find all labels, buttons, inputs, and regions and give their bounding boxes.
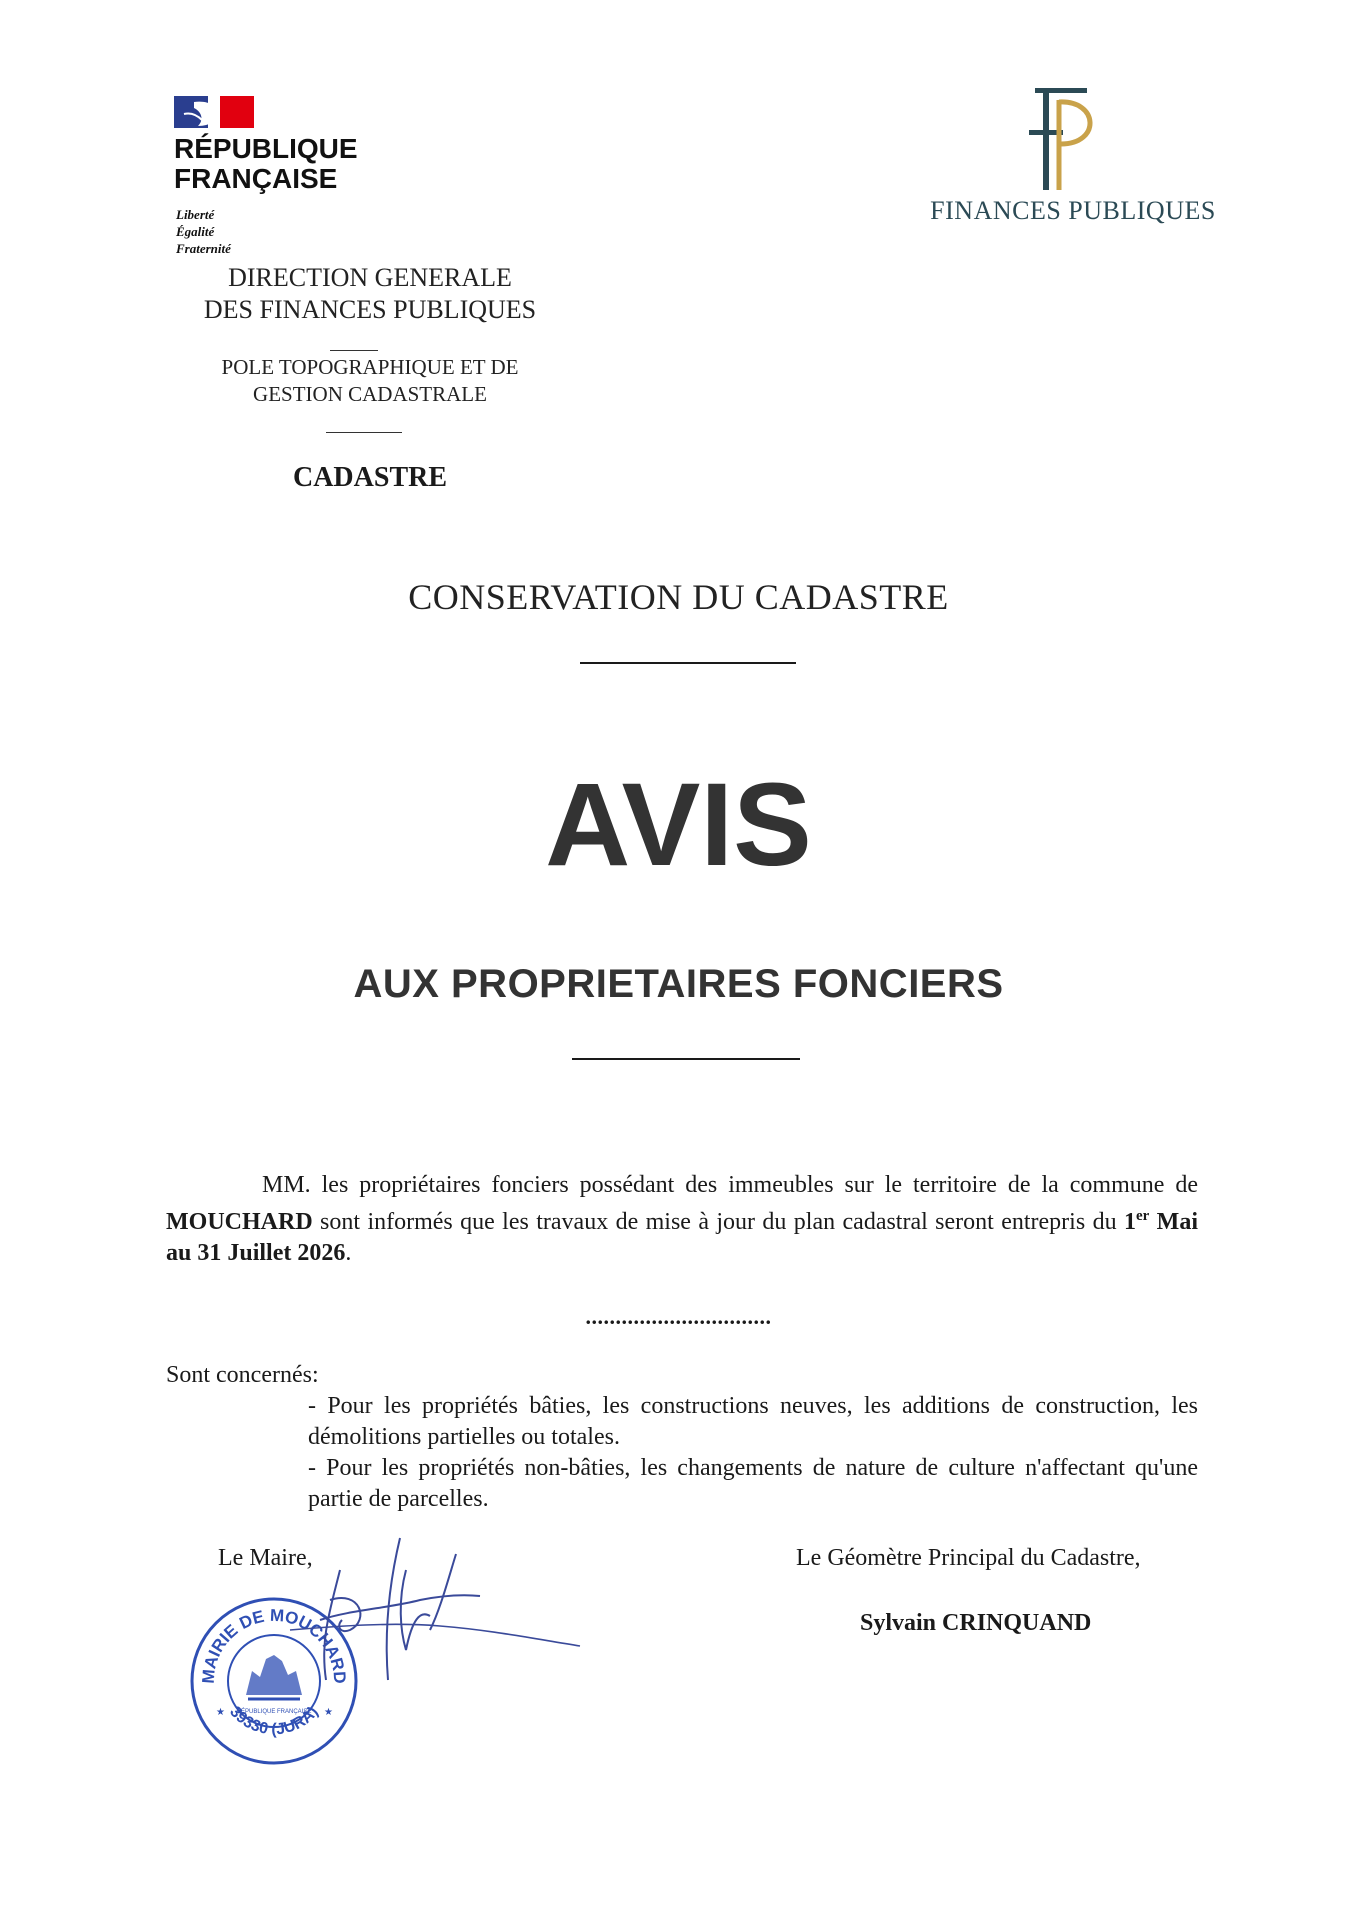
- direction-line2: DES FINANCES PUBLIQUES: [203, 295, 537, 324]
- stamp-text-bottom: 39330 (JURA): [226, 1703, 322, 1739]
- paragraph-start: MM. les propriétaires fonciers possédant des immeubles sur le territoire de la commune de: [262, 1172, 1198, 1198]
- surveyor-name: Sylvain CRINQUAND: [860, 1610, 1092, 1636]
- marianne-logo-icon: [174, 96, 254, 128]
- pole-line1: POLE TOPOGRAPHIQUE ET DE: [221, 355, 519, 379]
- mayor-signature-icon: [280, 1530, 590, 1700]
- header-divider-2: [326, 432, 402, 433]
- date-range: Mai au 31 Juillet 2026: [166, 1209, 1198, 1266]
- finances-publiques-logo-icon: [1017, 86, 1107, 194]
- conservation-title: CONSERVATION DU CADASTRE: [408, 577, 949, 617]
- direction-line1: DIRECTION GENERALE: [228, 263, 512, 292]
- motto-egalite: Égalité: [176, 224, 215, 239]
- commune-name: MOUCHARD: [166, 1209, 313, 1235]
- concern-list: [308, 1391, 1198, 1515]
- motto-fraternite: Fraternité: [176, 241, 231, 256]
- paragraph-end: .: [345, 1240, 352, 1266]
- republic-line2: FRANÇAISE: [174, 163, 338, 194]
- stamp-text-center: RÉPUBLIQUE FRANÇAISE: [236, 1709, 312, 1715]
- republic-motto: [176, 206, 296, 257]
- mayor-label: Le Maire,: [218, 1545, 313, 1571]
- republique-francaise-name: [174, 134, 394, 194]
- finances-publiques-label: FINANCES PUBLIQUES: [930, 196, 1216, 225]
- pole-topographique: [150, 354, 590, 408]
- pole-line2: GESTION CADASTRALE: [253, 382, 487, 406]
- avis-heading: AVIS: [545, 759, 812, 891]
- title-rule-1: [580, 662, 796, 664]
- paragraph-middle: sont informés que les travaux de mise à jour du plan cadastral seront entrepris du: [312, 1209, 1124, 1235]
- concern-heading: Sont concernés:: [166, 1362, 319, 1388]
- notice-paragraph: [166, 1170, 1198, 1269]
- republic-line1: RÉPUBLIQUE: [174, 133, 358, 164]
- surveyor-label: Le Géomètre Principal du Cadastre,: [796, 1545, 1141, 1571]
- header-divider-1: [330, 350, 378, 351]
- concern-item-built: - Pour les propriétés bâties, les constructions neuves, les additions de construction, les démolitions partielles ou totales.: [308, 1393, 1198, 1450]
- svg-text:★: ★: [216, 1707, 225, 1718]
- title-rule-2: [572, 1058, 800, 1060]
- date-superscript: er: [1135, 1208, 1150, 1224]
- avis-subtitle: AUX PROPRIETAIRES FONCIERS: [353, 962, 1004, 1006]
- concern-item-unbuilt: - Pour les propriétés non-bâties, les changements de nature de culture n'affectant qu'une partie de parcelles.: [308, 1455, 1198, 1512]
- dotted-separator: ...............................: [585, 1304, 772, 1329]
- date-day: 1: [1123, 1209, 1136, 1235]
- direction-generale: [150, 262, 590, 326]
- cadastre-label: CADASTRE: [292, 462, 448, 493]
- stamp-text-top: MAIRIE DE MOUCHARD: [198, 1605, 350, 1685]
- motto-liberte: Liberté: [176, 207, 215, 222]
- svg-text:★: ★: [324, 1707, 333, 1718]
